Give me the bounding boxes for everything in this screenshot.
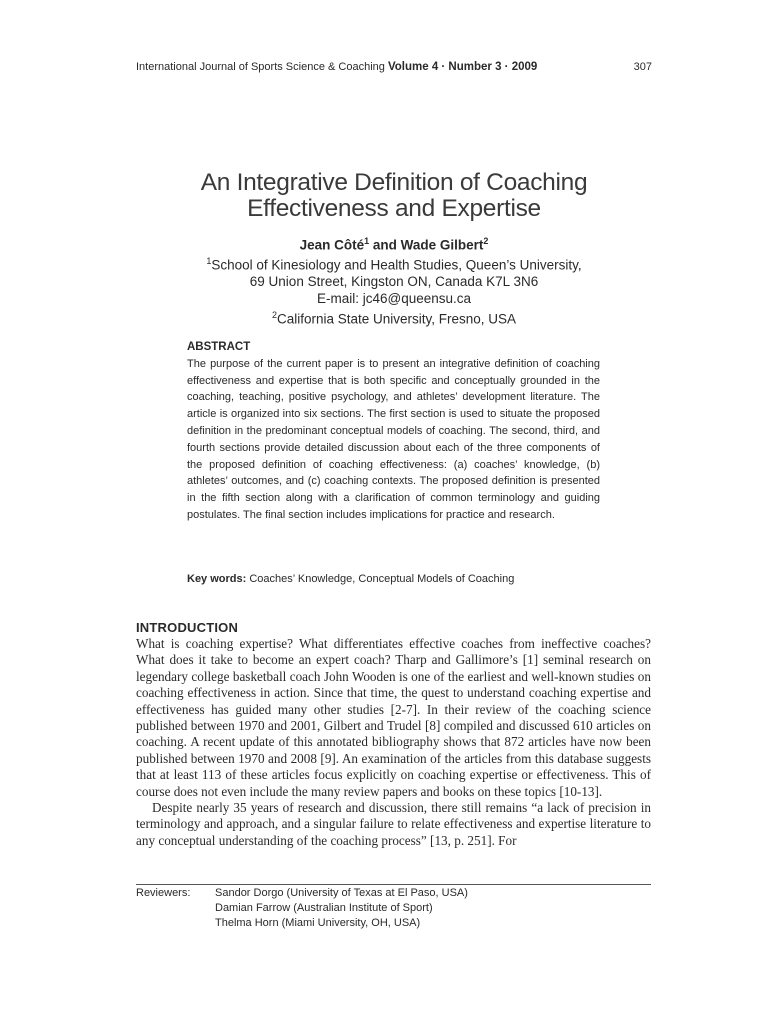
volume-info: Volume 4 · Number 3 · 2009 [387,61,538,73]
affil-2-sup: 2 [271,310,277,320]
introduction-body [136,636,651,849]
keywords-text: Coaches’ Knowledge, Conceptual Models of Coaching [246,573,515,585]
authors [136,236,652,253]
reviewers-label: Reviewers: [136,887,191,899]
abstract-heading: ABSTRACT [187,341,251,353]
affil-1-sup: 1 [206,256,212,266]
intro-paragraph-1: What is coaching expertise? What differentiates effective coaches from ineffective coaches? What does it take to become an expert coach? Tharp and Gallimore’s [1] seminal research on legendary college basketball coach John Wooden is one of the earliest and well-known studies on coaching effectiveness in action. Since that time, the quest to understand coaching expertise and effectiveness has guided many other studies [2-7]. In their review of the coaching science published between 1970 and 2001, Gilbert and Trudel [8] compiled and discussed 610 articles on coaching. A recent update of this annotated bibliography shows that 872 articles have now been published between 1970 and 2008 [9]. An examination of the articles from this database suggests that at least 113 of these articles focus explicitly on coaching expertise or effectiveness. This of course does not even include the many review papers and books on these topics [10-13]. [136,636,651,799]
affil-line-2: 69 Union Street, Kingston ON, Canada K7L 3N6 [249,274,539,289]
journal-name: International Journal of Sports Science & Coaching [136,61,385,73]
affil-line-1: School of Kinesiology and Health Studies, Queen’s University, [211,257,582,273]
title-line-1: An Integrative Definition of Coaching [200,169,588,196]
author-2: Wade Gilbert [400,237,484,253]
keywords [187,573,617,585]
reviewer-3: Thelma Horn (Miami University, OH, USA) [215,917,421,929]
introduction-heading: INTRODUCTION [136,620,239,635]
keywords-label: Key words: [187,573,247,585]
reviewer-1: Sandor Dorgo (University of Texas at El Paso, USA) [215,887,468,899]
affil-email: E-mail: jc46@queensu.ca [316,290,472,306]
abstract-text: The purpose of the current paper is to present an integrative definition of coaching effectiveness and expertise that is both specific and conceptually grounded in the coaching, teaching, positive psychology, and athletes’ development literature. The article is organized into six sections. The first section is used to situate the proposed definition in the predominant conceptual models of coaching. The second, third, and fourth sections provide detailed discussion about each of the three components of the proposed definition of coaching effectiveness: (a) coaches’ knowledge, (b) athletes’ outcomes, and (c) coaching contexts. The proposed definition is presented in the fifth section along with a clarification of common terminology and guiding postulates. The final section includes implications for practice and research. [187,357,600,521]
title-line-2: Effectiveness and Expertise [247,195,541,222]
reviewers-list [215,886,635,931]
running-header [136,61,652,73]
affiliations [136,253,652,328]
footnote-rule [136,884,651,885]
abstract [187,339,600,524]
authors-and: and [369,237,401,253]
page-number: 307 [633,61,652,73]
author-2-sup: 2 [483,236,489,246]
author-1-sup: 1 [364,236,370,246]
author-1: Jean Côté [299,237,365,253]
intro-paragraph-2: Despite nearly 35 years of research and discussion, there still remains “a lack of precision in terminology and approach, and a singular failure to relate effectiveness and expertise literature to any conceptual understanding of the coaching process” [13, p. 251]. For [136,800,651,848]
paper-title [136,170,652,222]
reviewer-2: Damian Farrow (Australian Institute of Sport) [215,902,433,914]
affil-line-4: California State University, Fresno, USA [276,311,517,327]
